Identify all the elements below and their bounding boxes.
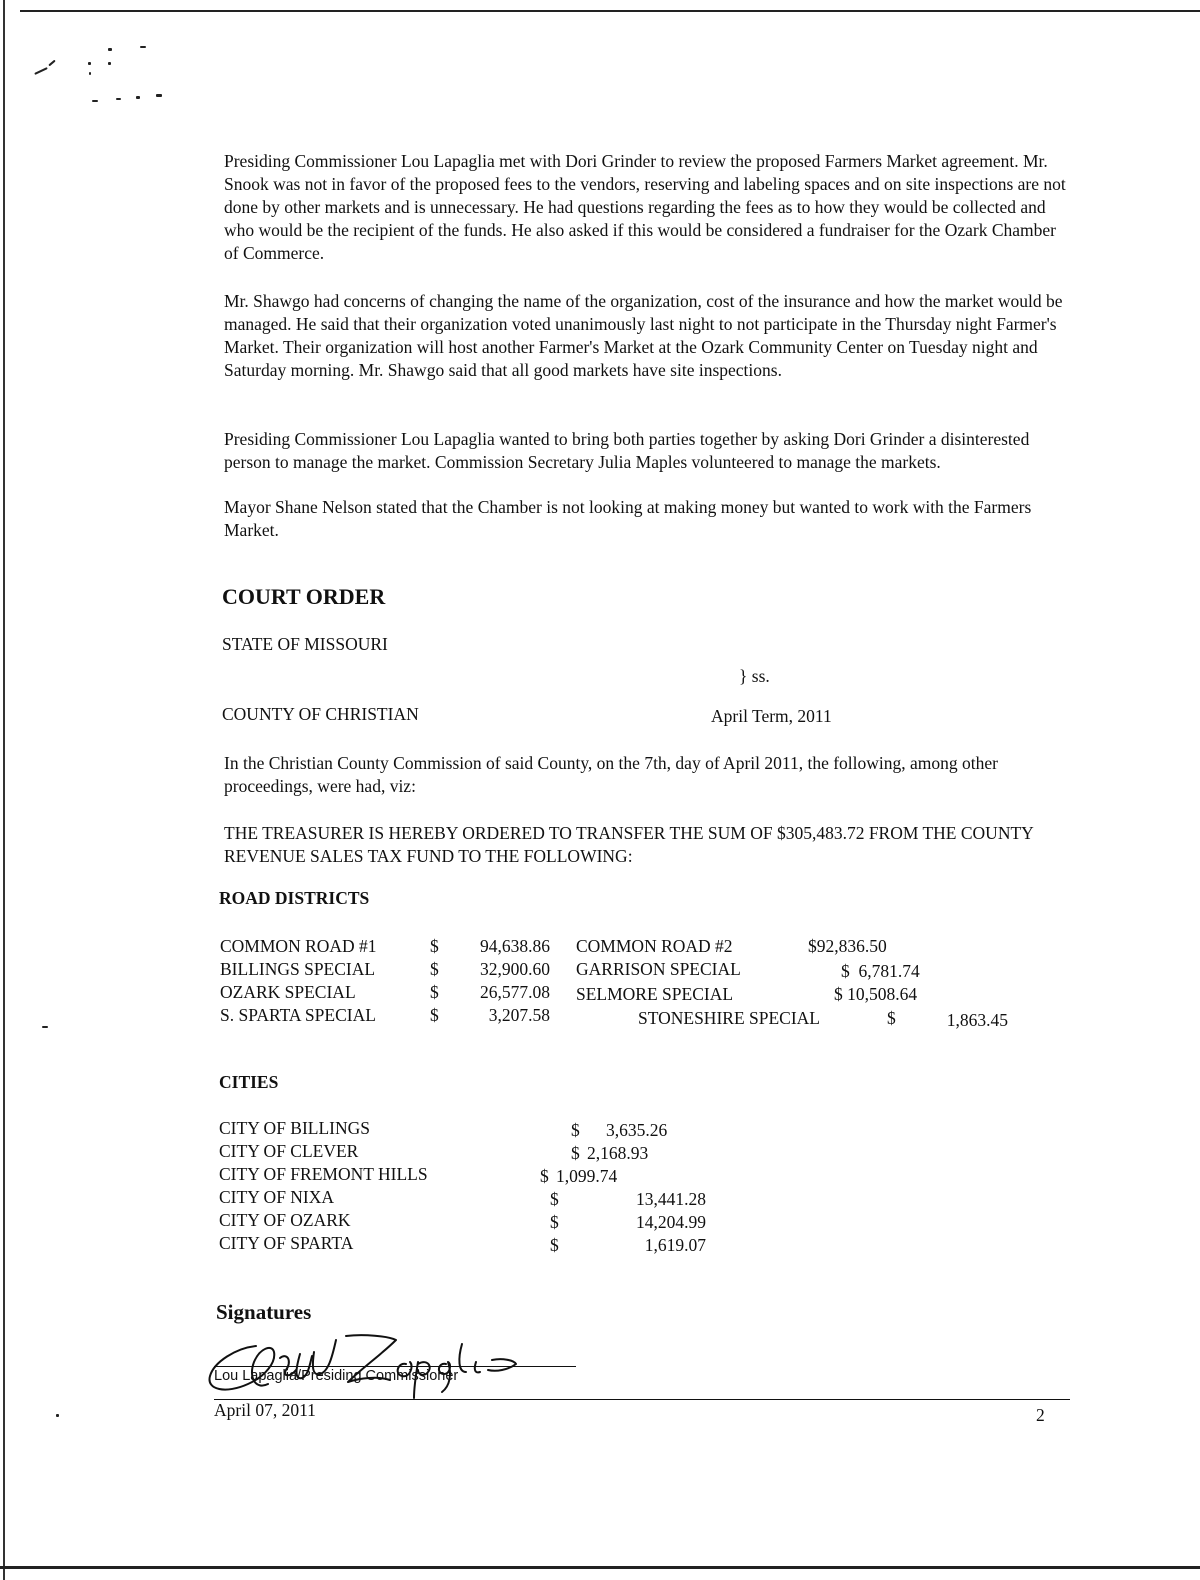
scan-edge-bottom <box>0 1566 1200 1569</box>
currency-symbol: $ <box>550 1189 559 1209</box>
city-name: CITY OF BILLINGS <box>219 1118 371 1138</box>
scan-mark <box>156 94 162 97</box>
scan-mark <box>56 1414 59 1417</box>
road-district-amount: 3,207.58 <box>488 1005 550 1025</box>
currency-symbol: $ <box>550 1235 559 1255</box>
city-amount: 14,204.99 <box>636 1212 706 1232</box>
road-district-name: GARRISON SPECIAL <box>576 959 741 979</box>
road-district-amount: 1,863.45 <box>946 1010 1008 1030</box>
city-name: CITY OF NIXA <box>219 1187 335 1207</box>
currency-symbol: $ <box>571 1120 580 1140</box>
road-district-amount: 32,900.60 <box>480 959 550 979</box>
scan-mark <box>140 46 146 48</box>
paragraph-bring-parties-together: Presiding Commissioner Lou Lapaglia wanted to bring both parties together by asking Dori Grinder a disinterested person to manage the market. Commission Secretary Julia Maples volunteered to manage the markets. <box>224 429 1030 472</box>
road-district-name: S. SPARTA SPECIAL <box>220 1005 376 1025</box>
city-amount: 2,168.93 <box>587 1143 649 1163</box>
county-label: COUNTY OF CHRISTIAN <box>222 704 419 724</box>
currency-symbol: $ <box>430 936 439 956</box>
ss-bracket: } ss. <box>739 666 770 686</box>
currency-symbol: $ <box>430 1005 439 1025</box>
road-district-amount: $92,836.50 <box>808 936 887 956</box>
scan-mark <box>34 67 48 75</box>
scan-edge-top <box>20 10 1200 12</box>
road-district-amount: $ 6,781.74 <box>841 961 920 981</box>
currency-symbol: $ <box>571 1143 580 1163</box>
road-district-amount: 26,577.08 <box>480 982 550 1002</box>
scan-mark <box>89 72 91 75</box>
city-name: CITY OF SPARTA <box>219 1233 354 1253</box>
road-district-name: COMMON ROAD #2 <box>576 936 733 956</box>
city-name: CITY OF OZARK <box>219 1210 351 1230</box>
scan-mark <box>92 100 98 102</box>
paragraph-farmers-market-review: Presiding Commissioner Lou Lapaglia met with Dori Grinder to review the proposed Farmers Market agreement. Mr. Snook was not in favor of the proposed fees to the vendors, reserving and labeling spaces and on site inspections are not done by other markets and is unnecessary. He had questions regarding the fees as to how they would be collected and who would be the recipient of the funds. He also asked if this would be considered a fundraiser for the Ozark Chamber of Commerce. <box>224 151 1066 263</box>
scan-mark <box>116 98 121 100</box>
paragraph-shawgo-concerns: Mr. Shawgo had concerns of changing the name of the organization, cost of the insurance and how the market would be managed. He said that their organization voted unanimously last night to not participate in the Thursday night Farmer's Market. Their organization will host another Farmer's Market at the Ozark Community Center on Tuesday night and Saturday morning. Mr. Shawgo said that all good markets have site inspections. <box>224 291 1063 380</box>
scan-edge-left <box>3 0 5 1580</box>
currency-symbol: $ <box>540 1166 549 1186</box>
term-label: April Term, 2011 <box>711 706 832 726</box>
cities-heading: CITIES <box>219 1072 279 1092</box>
currency-symbol: $ <box>430 959 439 979</box>
city-name: CITY OF FREMONT HILLS <box>219 1164 428 1184</box>
city-name: CITY OF CLEVER <box>219 1141 359 1161</box>
scan-mark <box>48 60 55 67</box>
signatures-heading: Signatures <box>216 1300 312 1324</box>
scan-mark <box>108 62 111 65</box>
scan-mark <box>42 1026 48 1028</box>
paragraph-mayor-statement: Mayor Shane Nelson stated that the Chamber is not looking at making money but wanted to work with the Farmers Market. <box>224 497 1032 540</box>
scan-mark <box>136 96 140 99</box>
proceedings-intro: In the Christian County Commission of said County, on the 7th, day of April 2011, the following, among other proceedings, were had, viz: <box>224 753 998 796</box>
state-label: STATE OF MISSOURI <box>222 634 388 654</box>
road-districts-heading: ROAD DISTRICTS <box>219 888 370 908</box>
currency-symbol: $ <box>430 982 439 1002</box>
road-district-amount: 94,638.86 <box>480 936 550 956</box>
footer-date: April 07, 2011 <box>214 1400 316 1420</box>
city-amount: 1,619.07 <box>644 1235 706 1255</box>
road-district-name: COMMON ROAD #1 <box>220 936 377 956</box>
scan-mark <box>108 48 112 51</box>
city-amount: 13,441.28 <box>636 1189 706 1209</box>
currency-symbol: $ <box>887 1008 896 1028</box>
footer-rule <box>214 1399 1070 1400</box>
road-district-name: BILLINGS SPECIAL <box>220 959 376 979</box>
scan-mark <box>88 62 91 65</box>
court-order-heading: COURT ORDER <box>222 584 386 609</box>
city-amount: 1,099.74 <box>556 1166 618 1186</box>
road-district-name: STONESHIRE SPECIAL <box>638 1008 820 1028</box>
handwritten-signature <box>196 1318 536 1408</box>
city-amount: 3,635.26 <box>606 1120 668 1140</box>
page-number: 2 <box>1036 1405 1045 1425</box>
signer-name: Lou Lapaglia/Presiding Commissioner <box>214 1368 459 1384</box>
road-district-name: SELMORE SPECIAL <box>576 984 734 1004</box>
road-district-name: OZARK SPECIAL <box>220 982 356 1002</box>
road-district-amount: $ 10,508.64 <box>834 984 918 1004</box>
treasurer-order: THE TREASURER IS HEREBY ORDERED TO TRANSFER THE SUM OF $305,483.72 FROM THE COUNTY REVENUE SALES TAX FUND TO THE FOLLOWING: <box>224 823 1034 866</box>
currency-symbol: $ <box>550 1212 559 1232</box>
